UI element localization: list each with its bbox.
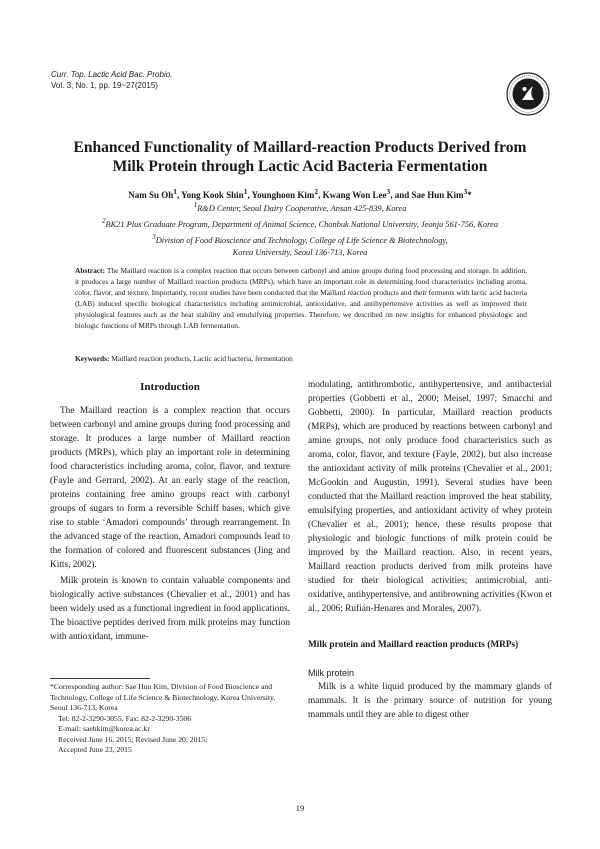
- affil-text: Korea University, Seoul 136-713, Korea: [232, 248, 368, 258]
- footnote-line: Accepted June 23, 2015: [58, 745, 132, 754]
- footnote-line: Tel: 82-2-3290-3055, Fax: 82-2-3290-3506: [58, 713, 192, 723]
- footnote: [50, 682, 290, 756]
- affil-text: R&D Center, Seoul Dairy Cooperative, Ansan 425-839, Korea: [197, 203, 407, 213]
- affiliation-line: [40, 231, 560, 247]
- affil-text: Division of Food Bioscience and Technology, College of Life Science & Biotechnology,: [155, 235, 448, 245]
- right-paragraph-2: Milk is a white liquid produced by the mammary glands of mammals. It is the primary source of nutrition for young mammals until they are able to digest other: [308, 682, 552, 720]
- abstract-text: The Maillard reaction is a complex reaction that occurs between carbonyl and amine groups during food processing and storage. In addition, it produces a large number of Maillard reaction products (MRPs), which have an important role in determining food characteristics including aroma, color, flavor, and texture. Importantly, recent studies have been conducted that the Maillard reaction products and their ferments with lactic acid bacteria (LAB) induced specific biological characteristics including antimicrobial, antioxidative, and antihypertensive activities as well as improved their physiological features such as the heat stability and emulsifying properties. Therefore, we described on new insights for enhanced physiologic and biologic functions of MRPs through LAB fermentation.: [75, 266, 527, 330]
- affiliation-line: [40, 199, 560, 215]
- author-name: Sae Hun Kim: [411, 190, 464, 200]
- keywords-text: Maillard reaction products, Lactic acid bacteria, fermentation: [111, 354, 293, 363]
- author-name: Yong Kook Shin: [181, 190, 244, 200]
- affiliation-line: [40, 215, 560, 231]
- affil-sup: 2: [101, 217, 106, 226]
- footnote-line: *Corresponding author: Sae Hun Kim, Division of Food Bioscience and Technology, College of Life Science & Biotechnology, Korea University, Seoul 136-713, Korea: [50, 682, 276, 712]
- abstract-label: Abstract:: [75, 266, 105, 275]
- page-number: 19: [295, 803, 305, 813]
- title-line: Milk Protein through Lactic Acid Bacteria Fermentation: [112, 158, 488, 175]
- intro-paragraph-1: The Maillard reaction is a complex reaction that occurs between carbonyl and amine groups during food processing and storage. It produces a large number of Maillard reaction products (MRPs), which play an important role in determining food characteristics including aroma, color, flavor, and texture (Fayle and Gerrard, 2002). At an early stage of the reaction, proteins containing free amino groups react with carbonyl groups of sugars to form a reversible Schiff bases, which give rise to stable ‘Amadori compounds’ through rearrangement. In the advanced stage of the reaction, Amadori compounds lead to the formation of colored and fluorescent substances (Jing and Kitts, 2002).: [50, 406, 290, 570]
- journal-header: [51, 69, 172, 91]
- society-seal-logo: [506, 72, 550, 116]
- introduction-heading: Introduction: [140, 381, 200, 393]
- footnote-line: Received June 16, 2015; Revised June 20, 2015;: [58, 734, 208, 744]
- affil-text: BK21 Plus Graduate Program, Department of Animal Science, Chonbuk National University, Jeonju 561-756, Korea: [105, 219, 499, 229]
- affiliation-line: [40, 247, 560, 259]
- author-affil-mark: 3: [386, 187, 391, 196]
- affil-sup: 3: [152, 233, 156, 242]
- author-affil-mark: 2: [314, 187, 319, 196]
- footnote-divider: [50, 678, 150, 679]
- author-affil-mark: 1: [173, 187, 177, 196]
- affiliations: [40, 199, 560, 260]
- right-column: [308, 378, 552, 722]
- title-line: Enhanced Functionality of Maillard-reaction Products Derived from: [73, 139, 527, 156]
- keywords-label: Keywords:: [75, 354, 110, 363]
- affil-sup: 1: [193, 201, 198, 209]
- author-name: Younghoon Kim: [251, 190, 315, 200]
- journal-volume: Vol. 3, No. 1, pp. 19~27(2015): [51, 81, 158, 90]
- keywords: [75, 353, 527, 364]
- left-column: [50, 380, 290, 644]
- abstract: [75, 265, 527, 331]
- journal-name: Curr. Top. Lactic Acid Bac. Probio.: [51, 70, 173, 79]
- right-paragraph-1: modulating, antithrombotic, antihypertensive, and antibacterial properties (Gobbetti et al., 2000; Meisel, 1997; Smacchi and Gobbetti, 2000). In particular, Maillard reaction products (MRPs), which are produced by reactions between carbonyl and amine groups, not only produce food characteristics such as aroma, color, flavor, and texture (Fayle, 2002), but also increase the antioxidant activity of milk proteins (Chevalier et al., 2001; McGookin and Augustin, 1991). Several studies have been conducted that the Maillard reaction improved the heat stability, emulsifying properties, and antioxidant activity of whey protein (Chevalier et al., 2001); hence, these results propose that physiologic and biologic functions of milk protein could be improved by the Maillard reaction. Also, in recent years, Maillard reaction products derived from milk proteins have studied for their biological activities; antimicrobial, anti-oxidative, antihypertensive, and antibrowning activities (Kwon et al., 2006; Rufián-Henares and Morales, 2007).: [308, 380, 552, 614]
- author-affil-mark: 1: [243, 187, 248, 196]
- footnote-email: E-mail: saehkim@korea.ac.kr: [58, 724, 150, 733]
- subsection-heading: Milk protein: [308, 668, 355, 678]
- author-name: Nam Su Oh: [128, 190, 174, 200]
- author-affil-mark: 3: [463, 187, 468, 196]
- author-list: Nam Su Oh$^1$, Yong Kook Shin$^1$, Younghoon Kim$^2$, Kwang Won Lee$^3$, and Sae Hun Kim$^3$*: [128, 187, 472, 200]
- section-heading: Milk protein and Maillard reaction products (MRPs): [308, 640, 519, 650]
- author-name: Kwang Won Lee: [322, 190, 387, 200]
- paper-title: [40, 138, 560, 176]
- intro-paragraph-2: Milk protein is known to contain valuable components and biologically active substances (Chevalier et al., 2001) and has been widely used as a functional ingredient in food applications. The bioactive peptides derived from milk proteins may function with antioxidant, immune-: [50, 576, 290, 642]
- corresponding-mark: *: [467, 190, 472, 200]
